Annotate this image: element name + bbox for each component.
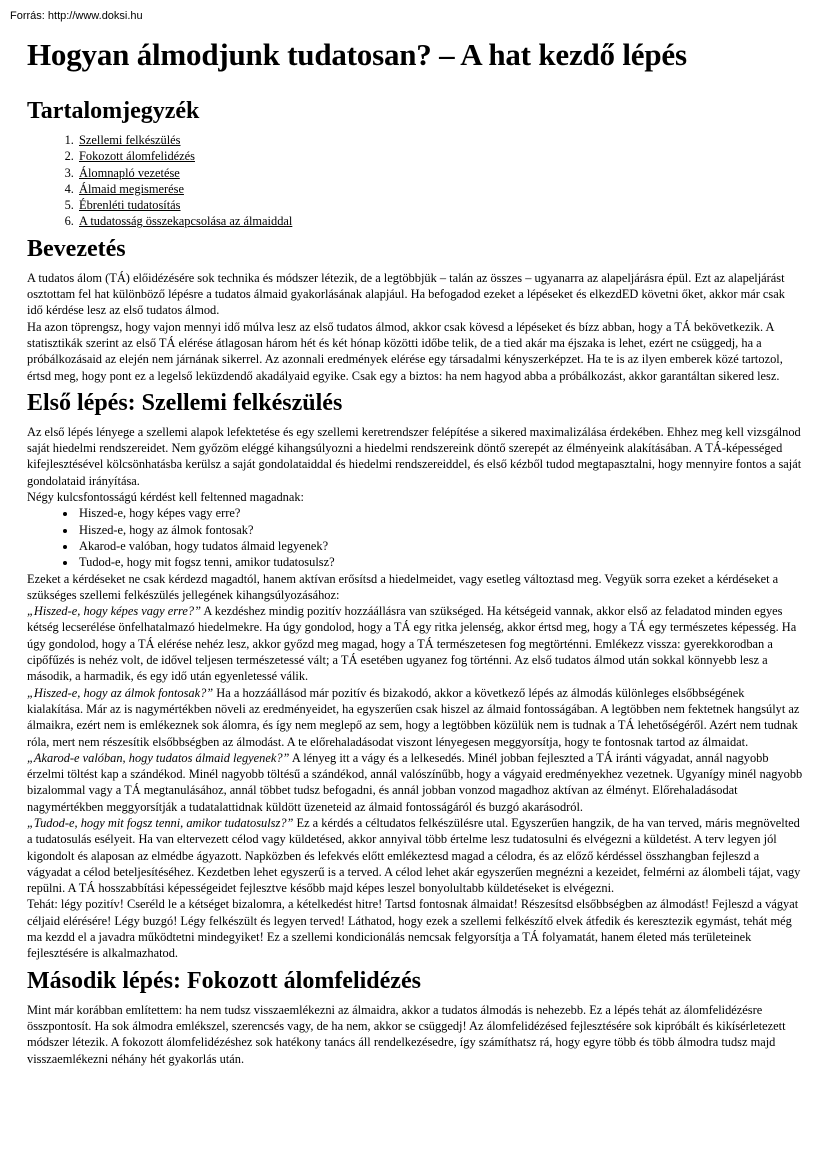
question-item-1: • Hiszed-e, hogy képes vagy erre?	[77, 505, 803, 521]
step1-paragraph-3: Ezeket a kérdéseket ne csak kérdezd magadtól, hanem aktívan erősítsd a hiedelmeidet, vagy esetleg változtasd meg. Vegyük sorra ezeket a kérdéseket a szükséges szellemi felkészülés jellegének kihangsúlyozásához:	[27, 571, 779, 602]
step1-paragraph-2: Négy kulcsfontosságú kérdést kell feltenned magadnak:	[27, 490, 304, 505]
step1-paragraph-1: Az első lépés lényege a szellemi alapok lefektetése és egy szellemi keretrendszer felépítése a sikered maximalizálása érdekében. Ehhez meg kell vizsgálnod saját hiedelmi rendszereidet. Nem győzöm eléggé kihangsúlyozni a hiedelmi rendszereink döntő szerepét az élményeink alakításában. A TÁ-képességed kifejlesztésével kölcsönhatásba kerülsz a saját gondolataiddal és hiedelmi rendszereiddel, és első kézből tudod megtapasztalni, hogy mennyire fontos a saját gondolataid irányítása.	[27, 424, 802, 488]
step2-heading: Második lépés: Fokozott álomfelidézés	[27, 967, 421, 994]
question-2-paragraph	[27, 685, 803, 750]
question-2-label: „Hiszed-e, hogy az álmok fontosak?”	[27, 685, 214, 700]
toc-list	[27, 132, 803, 230]
question-item-3: • Akarod-e valóban, hogy tudatos álmaid legyenek?	[77, 538, 803, 554]
source-label: Forrás: http://www.doksi.hu	[10, 10, 143, 22]
toc-link-3[interactable]: Álomnapló vezetése	[79, 165, 180, 180]
intro-paragraph-2: Ha azon töprengsz, hogy vajon mennyi idő múlva lesz az első tudatos álmod, akkor csak kövesd a lépéseket és bízz abban, hogy a TÁ bekövetkezik. A statisztikák szerint az első TÁ elérése átlagosan három hét és két hónap közötti időbe telik, de a tied akár ma éjszaka is lehet, ezért ne csüggedj, ha a próbálkozásaid az elején nem járnának sikerrel. Az azonnali eredmények elérése egy társadalmi kényszerképzet. Ha te is az ilyen emberek közé tartozol, értsd meg, hogy pont ez a legelső leküzdendő akadályaid egyike. Csak egy a biztos: ha nem hagyod abba a próbálkozást, akkor garantáltan sikered lesz.	[27, 319, 783, 383]
question-4-paragraph	[27, 815, 803, 896]
document-page	[27, 36, 803, 1067]
toc-link-4[interactable]: Álmaid megismerése	[79, 181, 184, 196]
step2-paragraph-1: Mint már korábban említettem: ha nem tudsz visszaemlékezni az álmaidra, akkor a tudatos álmodás is nehezebb. Ez a lépés tehát az álomfelidézésre összpontosít. Ha sok álmodra emlékszel, szerencsés vagy, de ha nem, akkor se csüggedj! Az álomfelidézésed fejlesztésére sok kipróbált és kikísérletezett módszer létezik. A fokozott álomfelidézéshez sok hatékony tanács áll rendelkezésedre, így számíthatsz rá, hogy egyre több és több álmodra tudsz majd visszaemlékezni néhány hét gyakorlás után.	[27, 1002, 786, 1066]
question-item-2: • Hiszed-e, hogy az álmok fontosak?	[77, 522, 803, 538]
question-item-4: • Tudod-e, hogy mit fogsz tenni, amikor tudatosulsz?	[77, 554, 803, 570]
question-2-text: Ha a hozzáállásod már pozitív és bizakodó, akkor a következő lépés az álmodás különleges elsőbbségének kialakítása. Már az is nagymértékben növeli az eredményeidet, ha egyszerűen csak hiszel az álmaid fontosságában. A legtöbben nem fektetnek hangsúlyt az álmaikra, ezért nem is emlékeznek sok álomra, és így nem meglepő az sem, hogy a legtöbben közülük nem is tudnak a TÁ lehetőségéről. Azért nem tudnak róla, mert nem részesítik elsőbbségben az álmodást. A te előrehaladásodat viszont lényegesen meggyorsítja, hogy te fontosnak tartod az álmaidat.	[27, 685, 800, 749]
question-3-paragraph	[27, 750, 803, 815]
toc-item	[77, 165, 803, 181]
question-4-label: „Tudod-e, hogy mit fogsz tenni, amikor tudatosulsz?”	[27, 815, 294, 830]
toc-heading: Tartalomjegyzék	[27, 98, 200, 124]
page-title: Hogyan álmodjunk tudatosan? – A hat kezdő lépés	[27, 37, 687, 72]
question-list	[27, 505, 803, 570]
intro-paragraph-1: A tudatos álom (TÁ) előidézésére sok technika és módszer létezik, de a legtöbbjük – talán az összes – ugyanarra az alapeljárásra épül. Ezt az alapeljárást osztottam fel hat különböző lépésre a tudatos álmaid gyakorlásának alapjául. Ha befogadod ezeket a lépéseket és elkezdED követni őket, akkor már csak idő kérdése lesz az első tudatos álmod.	[27, 270, 785, 318]
question-1-text: A kezdéshez mindig pozitív hozzáállásra van szükséged. Ha kétségeid vannak, akkor első az feladatod minden egyes kétség lecserélése önfelhatalmazó hiedelmekre. Ha úgy gondolod, hogy a TÁ egy ritka jelenség, akkor értsd meg, hogy a TÁ egy természetes képesség. Ha úgy gondolod, hogy a TÁ elérése nehéz lesz, akkor győzd meg magad, hogy a TÁ természetesen fog megtörténni. Emlékezz vissza: gyerekkorodban a cipőfűzés is nehéz volt, de idővel teljesen természetessé vált; a TÁ esetében ugyanez fog történni. Az első tudatos álmod után sokkal könnyebb lesz a második, a harmadik, és egy idő után egyenletessé válik.	[27, 604, 797, 684]
toc-item	[77, 132, 803, 148]
toc-link-6[interactable]: A tudatosság összekapcsolása az álmaiddal	[79, 214, 293, 229]
step1-heading: Első lépés: Szellemi felkészülés	[27, 389, 343, 416]
question-1-label: „Hiszed-e, hogy képes vagy erre?”	[27, 604, 201, 619]
intro-heading: Bevezetés	[27, 235, 126, 262]
question-4-text: Ez a kérdés a céltudatos felkészülésre utal. Egyszerűen hangzik, de ha van terved, máris megnövelted a tudatosulás esélyeit. Ha van eltervezett célod vagy küldetésed, akkor annyival több értelme lesz tudatosulni és elvégezni a küldetést. A terv legyen jól kigondolt és alaposan az elmédbe ágyazott. Napközben és lefekvés előtt emlékeztesd magad a célodra, és az előző kérdéssel összhangban fejleszd a vágyadat a célod beteljesítéséhez. Kezdetben lehet egyszerű is a terved. A célod lehet akár egyszerűen megnézni a kezeidet, felmérni az álombeli tájat, vagy repülni. A TÁ hosszabbítási képességeidet fejlesztve később majd képes leszel bonyolultabb küldetéseket is elvégezni.	[27, 815, 801, 896]
step1-summary-paragraph: Tehát: légy pozitív! Cseréld le a kétséget bizalomra, a kételkedést hitre! Tartsd fontosnak álmaidat! Részesítsd elsőbbségben az álmodást! Fejleszd a vágyat céljaid elérésére! Légy buzgó! Légy felkészült és legyen terved! Láthatod, hogy ezek a szellemi felkészítő elvek átfedik és keresztezik egymást, tehát még ma kezdd el a javadra működtetni mindegyiket! Ez a szellemi kondicionálás nemcsak felgyorsítja a TÁ folyamatát, hanem életed más területeinek fejlesztésére is alkalmazhatod.	[27, 897, 799, 961]
question-3-text: A lényeg itt a vágy és a lelkesedés. Minél jobban fejleszted a TÁ iránti vágyadat, annál nagyobb érzelmi töltést kap a szándékod. Minél nagyobb töltésű a szándékod, annál valószínűbb, hogy a vágyaid eredményekhez vezetnek. Ugyanígy minél nagyobb bizalommal vagy a TÁ megtanulásához, annál többet tudsz befogadni, és annál jobban vonzod magadhoz aktívan az élményt. Előrehaladásodat nagymértékben meggyorsítják a tudatalattidnak küldött üzeneteid az álmaid fontosságáról és buzgó akarásodról.	[27, 750, 803, 814]
question-3-label: „Akarod-e valóban, hogy tudatos álmaid legyenek?”	[27, 750, 290, 765]
question-1-paragraph	[27, 603, 803, 684]
toc-item	[77, 213, 803, 229]
toc-link-5[interactable]: Ébrenléti tudatosítás	[79, 198, 181, 213]
toc-item	[77, 181, 803, 197]
toc-item	[77, 197, 803, 213]
toc-link-1[interactable]: Szellemi felkészülés	[79, 133, 181, 147]
toc-item	[77, 148, 803, 164]
toc-link-2[interactable]: Fokozott álomfelidézés	[79, 149, 195, 164]
